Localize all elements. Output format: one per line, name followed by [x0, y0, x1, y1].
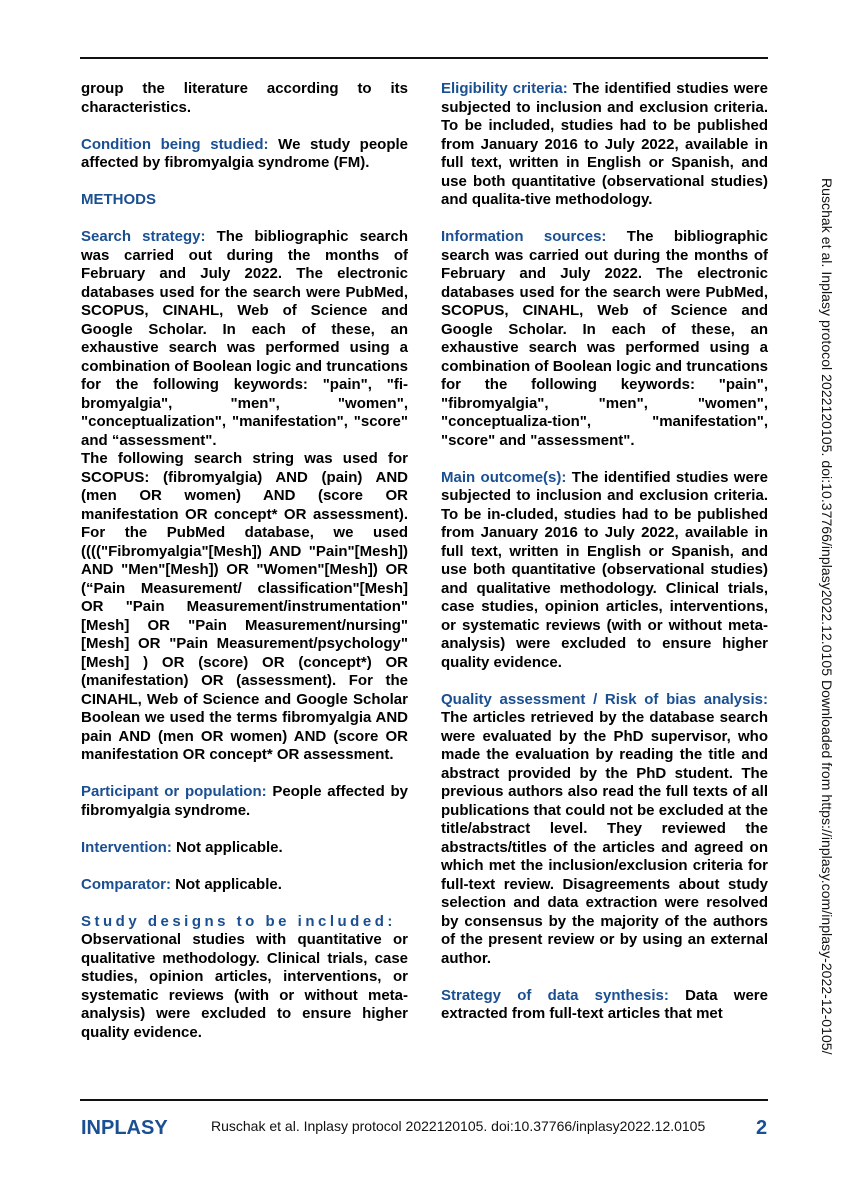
eligibility-text: The identified studies were subjected to inclusion and exclusion criteria. To be included, studies had to be published from January 2016 to July 2022, available in full text, written in English or Spanish, and use both quantitative (observational studies) and qualita-tive methodology. — [441, 80, 768, 208]
search-strategy-text: The bibliographic search was carried out during the months of February and July 2022. The electronic databases used for the search were PubMed, SCOPUS, CINAHL, Web of Science and Google Scholar. In each of these, an exhaustive search was performed using a combination of Boolean logic and truncations for the following keywords: "pain", "fi-bromyalgia", "men", "women", "conceptualization", "manifestation", "score" and “assessment". — [81, 228, 408, 449]
participant-heading: Participant or population: — [81, 783, 267, 800]
quality-assessment-paragraph — [441, 691, 768, 969]
search-strategy-paragraph — [81, 228, 408, 450]
quality-assessment-heading: Quality assessment / Risk of bias analysis: — [441, 690, 768, 708]
condition-heading: Condition being studied: — [81, 135, 269, 153]
information-sources-text: The bibliographic search was carried out during the months of February and July 2022. The electronic databases used for the search were PubMed, SCOPUS, CINAHL, Web of Science and Google Scholar. In each of these, an exhaustive search was performed using a combination of Boolean logic and truncations for the following keywords: "pain", "fibromyalgia", "men", "women", "conceptualiza-tion", "manifestation", "score" and "assessment". — [441, 228, 769, 449]
intervention-text: Not applicable. — [171, 838, 283, 856]
page-number: 2 — [756, 1117, 768, 1139]
main-outcomes-text: The identified studies were subjected to inclusion and exclusion criteria. To be in-cluded, studies had to be published from January 2016 to July 2022, available in full text, written in English or Spanish, and use both quantitative (observational studies) and qualitative methodology. Clinical trials, case studies, opinion articles, interventions, or systematic reviews (with or without meta-analysis) were excluded to ensure higher quality evidence. — [441, 468, 768, 671]
intro-paragraph: group the literature according to its characteristics. — [81, 80, 408, 116]
comparator-heading: Comparator: — [81, 875, 172, 893]
data-synthesis-paragraph — [441, 987, 768, 1024]
data-synthesis-text: Data were extracted from full-text articles that met — [441, 986, 768, 1022]
right-column — [441, 80, 768, 1024]
comparator-paragraph — [81, 876, 408, 895]
information-sources-heading: Information sources: — [441, 228, 607, 245]
side-citation: Ruschak et al. Inplasy protocol 2022120105. doi:10.37766/inplasy2022.12.0105 Downloaded from https://inplasy.com/inplasy-2022-12-0105/ — [819, 178, 835, 1055]
study-designs-paragraph — [81, 913, 408, 1043]
eligibility-paragraph — [441, 80, 768, 210]
participant-text: People affected by fibromyalgia syndrome. — [81, 783, 409, 819]
bottom-rule — [80, 1099, 768, 1101]
footer-citation: Ruschak et al. Inplasy protocol 2022120105. doi:10.37766/inplasy2022.12.0105 — [211, 1118, 706, 1134]
intervention-paragraph — [81, 839, 408, 858]
methods-heading — [81, 191, 408, 210]
quality-assessment-text: The articles retrieved by the database search were evaluated by the PhD supervisor, who made the evaluation by reading the title and abstract provided by the PhD student. The previous authors also read the full texts of all publications that could not be excluded at the title/abstract level. They reviewed the abstracts/titles of the articles and agreed on which met the inclusion/exclusion criteria for full-text review. Disagreements about study selection and data extraction were resolved by consensus by the majority of the authors of the present review or by using an external author. — [441, 709, 768, 967]
comparator-text: Not applicable. — [171, 875, 282, 893]
condition-paragraph — [81, 136, 408, 173]
study-designs-heading: Study designs to be included: — [81, 912, 396, 930]
search-strategy-heading: Search strategy: — [81, 228, 206, 245]
top-rule — [80, 57, 768, 59]
main-outcomes-paragraph — [441, 469, 768, 673]
information-sources-paragraph — [441, 228, 768, 450]
data-synthesis-heading: Strategy of data synthesis: — [441, 986, 669, 1004]
left-column — [81, 80, 408, 1042]
intervention-heading: Intervention: — [81, 838, 172, 856]
footer-brand: INPLASY — [81, 1117, 168, 1139]
study-designs-text: Observational studies with quantitative or qualitative methodology. Clinical trials, case studies, opinion articles, interventions, or systematic reviews (with or without meta-analysis) were excluded to ensure higher quality evidence. — [81, 931, 408, 1041]
search-string-paragraph: The following search string was used for SCOPUS: (fibromyalgia) AND (pain) AND (men OR women) AND (score OR manifestation OR concept* OR assessment). For the PubMed database, we used (((("Fibromyalgia"[Mesh]) AND "Pain"[Mesh]) AND "Men"[Mesh]) OR "Women"[Mesh]) OR (“Pain Measurement/ classification"[Mesh] OR "Pain Measurement/instrumentation"[Mesh] OR "Pain Measurement/nursing"[Mesh] OR "Pain Measurement/psychology"[Mesh] ) OR (score) OR (concept*) OR (manifestation) OR (assessment). For the CINAHL, Web of Science and Google Scholar Boolean we used the terms fibromyalgia AND pain AND (men OR women) AND (score OR manifestation OR concept* OR assessment. — [81, 450, 408, 763]
condition-text: We study people affected by fibromyalgia syndrome (FM). — [81, 135, 409, 171]
eligibility-heading: Eligibility criteria: — [441, 80, 568, 97]
participant-paragraph — [81, 783, 408, 820]
methods-heading-text: METHODS — [81, 191, 156, 208]
main-outcomes-heading: Main outcome(s): — [441, 468, 567, 486]
